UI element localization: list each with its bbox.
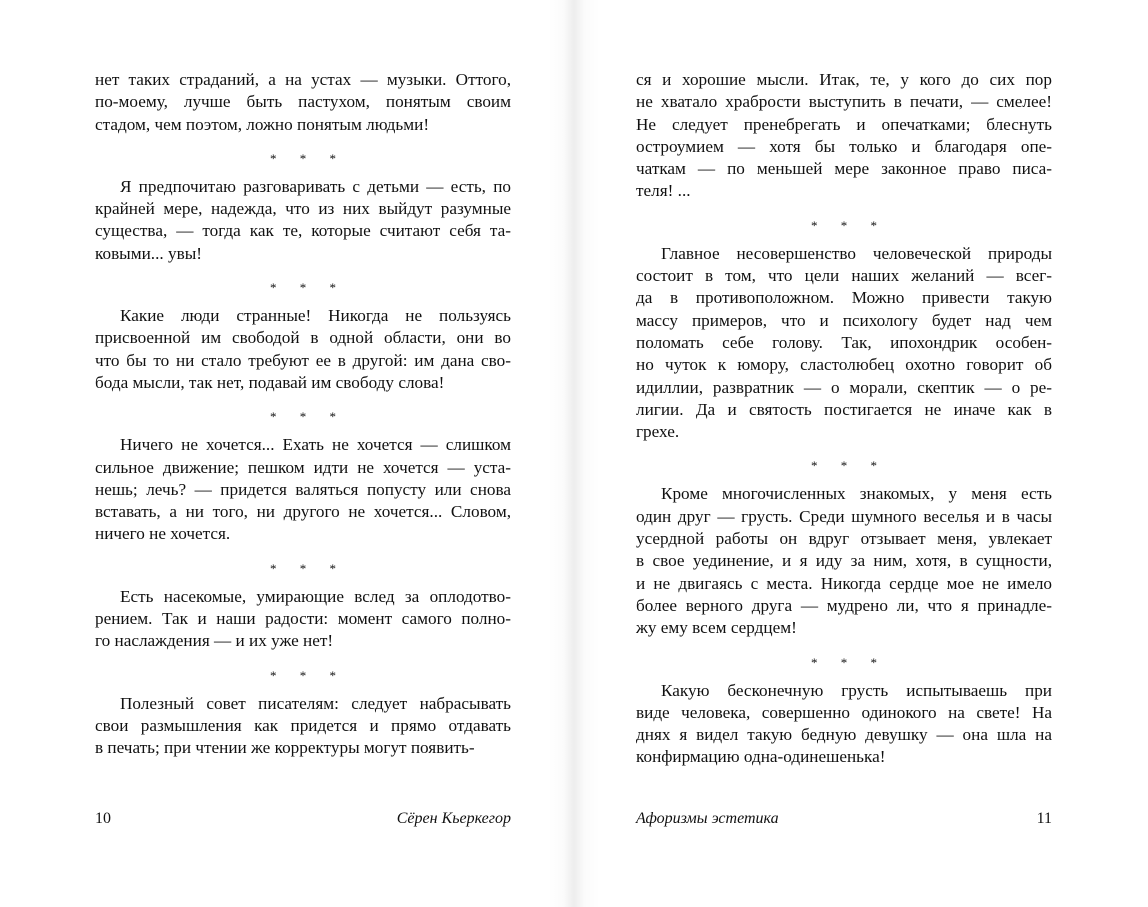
paragraph: [95, 69, 511, 136]
book-gutter-shadow: [548, 0, 600, 907]
right-page-footer: [636, 808, 1052, 830]
text-line: бода мысли, так нет, подавай им свободу слова!: [95, 372, 445, 392]
text-line: Ничего не хочется... Ехать не хочется — слишком: [120, 435, 511, 455]
section-separator: * * *: [270, 560, 346, 576]
text-line: Есть насекомые, умирающие вслед за оплодотво-: [120, 586, 511, 606]
text-line: грехе.: [636, 422, 680, 442]
text-line: что бы то ни стало требуют ее в другой: им дана сво-: [95, 350, 511, 370]
running-head-author: Сёрен Кьеркегор: [396, 810, 511, 827]
text-line: го наслаждения — и их уже нет!: [95, 631, 334, 651]
paragraph: [95, 586, 511, 653]
text-line: состоит в том, что цели наших желаний — всег-: [636, 266, 1052, 286]
text-line: нешь; лечь? — придется валяться попусту или снова: [95, 479, 511, 499]
section-separator: * * *: [270, 280, 346, 296]
text-line: идиллии, развратник — о морали, скептик — о ре-: [636, 377, 1052, 397]
section-separator: * * *: [811, 654, 887, 670]
text-line: вставать, а ни того, ни другого не хочется... Словом,: [95, 502, 511, 522]
text-line: ся и хорошие мысли. Итак, те, у кого до сих пор: [636, 70, 1052, 89]
text-line: Какие люди странные! Никогда не пользуясь: [120, 306, 511, 326]
text-line: но чуток к юмору, сластолюбец охотно говорит об: [636, 355, 1052, 375]
text-line: Полезный совет писателям: следует набрасывать: [120, 693, 511, 713]
text-line: конфирмацию одна-одинешенька!: [636, 747, 886, 767]
section-separator: * * *: [811, 217, 887, 233]
text-line: свои размышления как придется и прямо отдавать: [95, 715, 511, 735]
text-line: Не следует пренебрегать и опечатками; блеснуть: [636, 114, 1052, 134]
text-line: Какую бесконечную грусть испытываешь при: [661, 680, 1052, 700]
text-line: присвоенной им свободой в одной области, они во: [95, 328, 511, 348]
text-line: днях я видел такую бедную девушку — она шла на: [636, 725, 1052, 745]
section-separator: * * *: [811, 458, 887, 474]
left-page: [95, 69, 511, 799]
text-line: в свое уединение, и я иду за ним, хотя, в сущности,: [636, 551, 1052, 571]
text-line: да в противоположном. Можно привести такую: [636, 288, 1052, 308]
page-number-right: 11: [1036, 810, 1052, 827]
text-line: лигии. Да и святость постигается не иначе как в: [636, 399, 1052, 419]
text-line: рением. Так и наши радости: момент самого полно-: [95, 609, 511, 629]
paragraph: [95, 176, 511, 265]
section-separator: * * *: [270, 409, 346, 425]
text-line: виде человека, совершенно одинокого на свете! На: [636, 702, 1052, 722]
text-line: по-моему, лучше быть пастухом, понятым своим: [95, 92, 511, 112]
paragraph: [636, 483, 1052, 639]
text-line: массу примеров, что и психологу будет над чем: [636, 310, 1052, 330]
section-separator: * * *: [270, 667, 346, 683]
text-line: поломать себе голову. Так, ипохондрик особен-: [636, 332, 1052, 352]
text-line: не хватало храбрости выступить в печати, — смелее!: [636, 92, 1052, 112]
paragraph: [95, 305, 511, 394]
paragraph: [636, 69, 1052, 203]
paragraph: [95, 434, 511, 545]
text-line: теля! ...: [636, 181, 691, 201]
text-line: крайней мере, надежда, что из них выйдут разумные: [95, 199, 511, 219]
text-line: усердной работы он вдруг отзывает меня, увлекает: [636, 529, 1052, 549]
text-line: более верного друга — мудрено ли, что я принадле-: [636, 595, 1052, 615]
text-line: Я предпочитаю разговаривать с детьми — есть, по: [120, 176, 511, 196]
paragraph: [95, 693, 511, 760]
text-line: ничего не хочется.: [95, 524, 231, 544]
section-separator: * * *: [270, 150, 346, 166]
text-line: в печать; при чтении же корректуры могут появить-: [95, 738, 475, 758]
text-line: Кроме многочисленных знакомых, у меня есть: [661, 484, 1052, 504]
left-page-body: [95, 69, 511, 799]
text-line: существа, — тогда как те, которые считают себя та-: [95, 221, 511, 241]
left-page-footer: [95, 808, 511, 830]
text-line: остроумием — хотя бы только и благодаря опе-: [636, 136, 1052, 156]
text-line: чаткам — по меньшей мере законное право писа-: [636, 159, 1052, 179]
text-line: Главное несовершенство человеческой природы: [661, 243, 1052, 263]
page-number-left: 10: [95, 810, 111, 827]
running-head-title: Афоризмы эстетика: [636, 810, 779, 827]
text-line: сильное движение; пешком идти не хочется — уста-: [95, 457, 511, 477]
text-line: ковыми... увы!: [95, 243, 202, 263]
paragraph: [636, 243, 1052, 444]
text-line: и не двигаясь с места. Никогда сердце мое не имело: [636, 573, 1052, 593]
text-line: жу ему всем сердцем!: [636, 618, 797, 638]
right-page: [636, 69, 1052, 799]
text-line: стадом, чем поэтом, ложно понятым людьми!: [95, 114, 430, 134]
right-page-body: [636, 69, 1052, 799]
paragraph: [636, 680, 1052, 769]
text-line: нет таких страданий, а на устах — музыки. Оттого,: [95, 70, 511, 89]
text-line: один друг — грусть. Среди шумного веселья и в часы: [636, 506, 1052, 526]
